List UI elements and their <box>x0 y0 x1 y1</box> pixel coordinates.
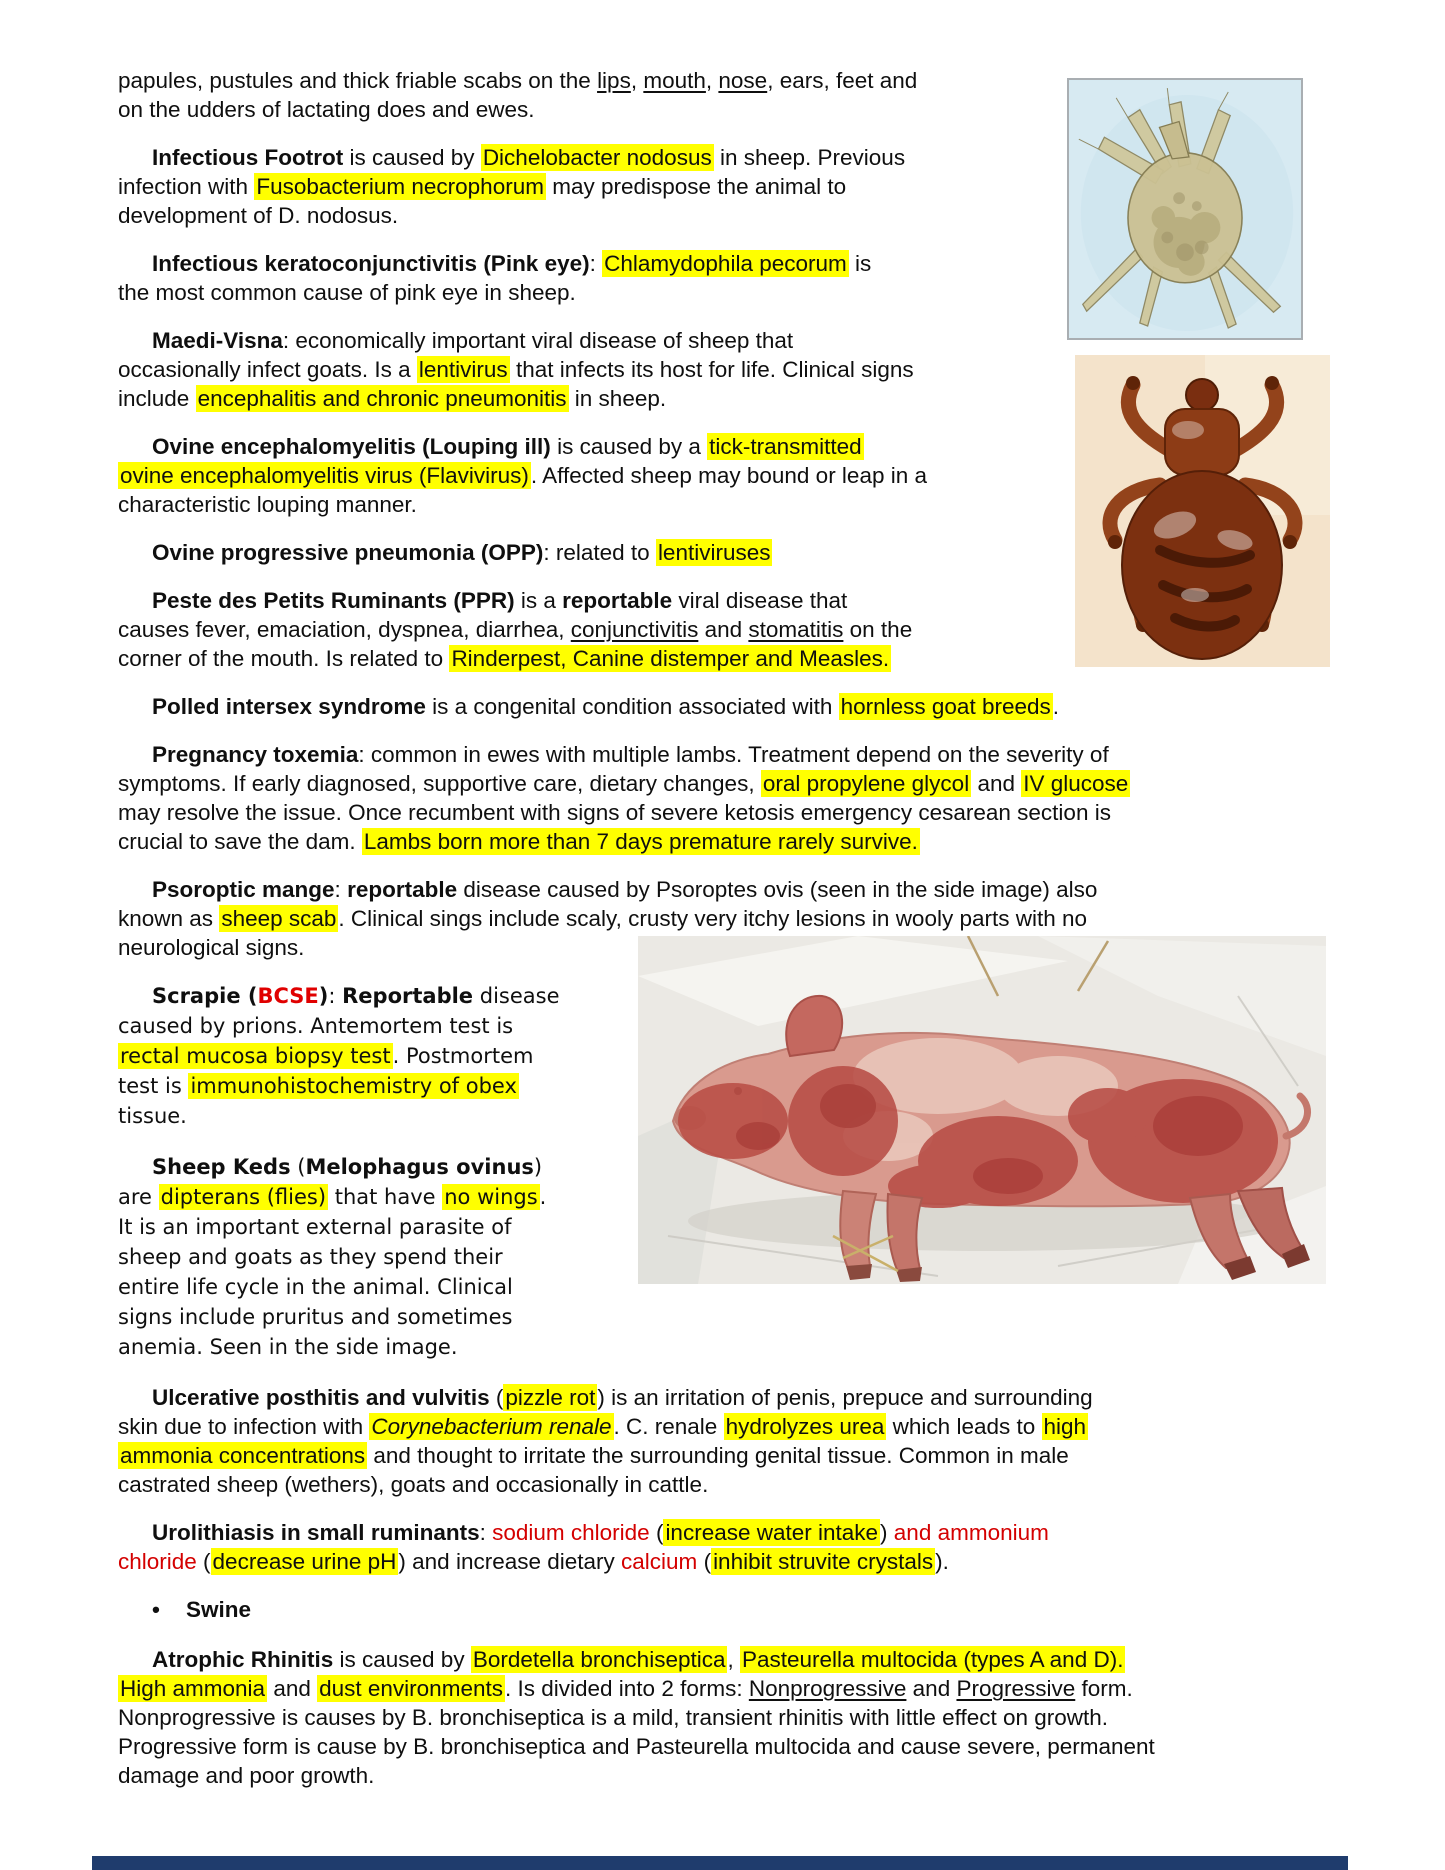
text-run: It is an important external parasite of <box>118 1215 512 1239</box>
text-run: sheep scab <box>221 906 337 931</box>
text-run: papules, pustules and thick friable scabs on the <box>118 68 598 93</box>
text-run: Polled intersex syndrome <box>152 694 426 719</box>
text-run: sodium chloride <box>492 1520 650 1545</box>
text-run: Ovine progressive pneumonia (OPP) <box>152 540 544 565</box>
text-run: that infects its host for life. Clinical signs <box>509 357 914 382</box>
text-run: : <box>328 984 343 1008</box>
text-run: rectal mucosa biopsy test <box>120 1044 391 1068</box>
text-run: high <box>1043 1414 1087 1439</box>
text-run: tick-transmitted <box>709 434 862 459</box>
text-run: : economically important viral disease of sheep that <box>282 328 794 353</box>
text-run: Sheep Keds <box>152 1155 291 1179</box>
text-run: ovine encephalomyelitis virus (Flavivirus) <box>120 463 529 488</box>
text-run: tissue. <box>118 1104 187 1128</box>
text-run: test is <box>118 1074 189 1098</box>
text-run: Bordetella bronchiseptica <box>472 1647 726 1672</box>
text-run: immunohistochemistry of obex <box>190 1074 517 1098</box>
text-run: . Is divided into 2 forms: <box>504 1676 749 1701</box>
text-run: . <box>539 1185 547 1209</box>
text-run: Nonprogressive <box>748 1676 907 1701</box>
text-run: , <box>705 68 719 93</box>
ulcerative-posthitis-paragraph <box>118 1383 1358 1499</box>
text-run: High ammonia <box>120 1676 266 1701</box>
text-run: ammonia concentrations <box>120 1443 366 1468</box>
text-run: no wings <box>444 1185 538 1209</box>
pig-illustration <box>638 936 1326 1284</box>
text-run: ( <box>649 1520 664 1545</box>
scrapie-paragraph <box>118 981 658 1131</box>
text-run: may predispose the animal to <box>545 174 847 199</box>
text-run: symptoms. If early diagnosed, supportive care, dietary changes, <box>118 771 761 796</box>
text-run: mouth <box>643 68 706 93</box>
text-run: are <box>118 1185 159 1209</box>
text-run: occasionally infect goats. Is a <box>118 357 417 382</box>
section-scrapie-keds <box>118 981 1358 1362</box>
text-run: crucial to save the dam. <box>118 829 362 854</box>
text-run: Maedi-Visna <box>152 328 283 353</box>
text-run: . <box>1052 694 1060 719</box>
text-run: ) <box>318 984 329 1008</box>
text-run: hornless goat breeds <box>840 694 1051 719</box>
text-run: Fusobacterium necrophorum <box>256 174 544 199</box>
text-run: reportable <box>562 588 673 613</box>
text-run: Scrapie ( <box>152 984 258 1008</box>
text-run: Infectious Footrot <box>152 145 344 170</box>
text-run: calcium <box>621 1549 698 1574</box>
text-run: is caused by <box>343 145 481 170</box>
text-run: : related to <box>543 540 656 565</box>
text-run: the most common cause of pink eye in sheep. <box>118 280 576 305</box>
text-run: sheep and goats as they spend their <box>118 1245 503 1269</box>
text-run: signs include pruritus and sometimes <box>118 1305 513 1329</box>
text-run: caused by prions. Antemortem test is <box>118 1014 514 1038</box>
text-run: corner of the mouth. Is related to <box>118 646 450 671</box>
text-run: disease caused by Psoroptes ovis (seen in the side image) also <box>457 877 1098 902</box>
footer-divider-bar <box>92 1856 1348 1870</box>
text-run: development of D. nodosus. <box>118 203 399 228</box>
text-run: nose <box>718 68 768 93</box>
text-run: dust environments <box>319 1676 503 1701</box>
text-run: . Clinical sings include scaly, crusty very itchy lesions in wooly parts with no <box>338 906 1088 931</box>
text-run: Melophagus ovinus <box>305 1155 534 1179</box>
text-run: , <box>630 68 644 93</box>
text-run: ) and increase dietary <box>398 1549 622 1574</box>
text-run: dipterans (flies) <box>160 1185 327 1209</box>
text-run: neurological signs. <box>118 935 305 960</box>
document-content <box>118 66 1358 1809</box>
text-run: lentiviruses <box>657 540 771 565</box>
text-run: encephalitis and chronic pneumonitis <box>197 386 567 411</box>
text-run: . Postmortem <box>392 1044 534 1068</box>
text-run: Peste des Petits Ruminants (PPR) <box>152 588 515 613</box>
text-run: ( <box>196 1549 211 1574</box>
text-run: ( <box>290 1155 306 1179</box>
text-run: that have <box>328 1185 443 1209</box>
text-run: Dichelobacter nodosus <box>482 145 712 170</box>
ovine-encephalomyelitis-paragraph <box>118 432 1358 519</box>
text-run: is caused by a <box>550 434 708 459</box>
section-upper <box>118 66 1358 962</box>
text-run: : common in ewes with multiple lambs. Treatment depend on the severity of <box>358 742 1109 767</box>
text-run: . Affected sheep may bound or leap in a <box>530 463 928 488</box>
text-run: conjunctivitis <box>570 617 699 642</box>
text-run: Ulcerative posthitis and vulvitis <box>152 1385 490 1410</box>
text-run: reportable <box>347 877 458 902</box>
text-run: hydrolyzes urea <box>725 1414 885 1439</box>
text-run: form. <box>1075 1676 1133 1701</box>
text-run: Chlamydophila pecorum <box>604 251 847 276</box>
text-run: IV glucose <box>1023 771 1129 796</box>
text-run: and <box>698 617 749 642</box>
text-run: : <box>334 877 348 902</box>
text-run: causes fever, emaciation, dyspnea, diarrhea, <box>118 617 571 642</box>
text-run: entire life cycle in the animal. Clinical <box>118 1275 513 1299</box>
text-run: : <box>589 251 603 276</box>
text-run: in sheep. <box>568 386 667 411</box>
infectious-keratoconjunctivitis-paragraph <box>118 249 1358 307</box>
text-run: Lambs born more than 7 days premature rarely survive. <box>363 829 918 854</box>
text-run: Reportable <box>342 984 474 1008</box>
text-run: may resolve the issue. Once recumbent with signs of severe ketosis emergency cesarean section is <box>118 800 1111 825</box>
text-run: Psoroptic mange <box>152 877 335 902</box>
text-run: skin due to infection with <box>118 1414 370 1439</box>
text-run: ) is an irritation of penis, prepuce and surrounding <box>597 1385 1093 1410</box>
text-run: include <box>118 386 196 411</box>
text-run: characteristic louping manner. <box>118 492 417 517</box>
text-run: Pasteurella multocida (types A and D). <box>742 1647 1124 1672</box>
urolithiasis-paragraph <box>118 1518 1358 1576</box>
text-run: on the <box>843 617 913 642</box>
text-run: Progressive <box>956 1676 1076 1701</box>
text-run: which leads to <box>886 1414 1042 1439</box>
text-run: viral disease that <box>672 588 848 613</box>
text-run: and <box>906 1676 957 1701</box>
text-run: is <box>848 251 872 276</box>
text-run: known as <box>118 906 220 931</box>
text-run: Pregnancy toxemia <box>152 742 359 767</box>
text-run: chloride <box>118 1549 197 1574</box>
text-run: infection with <box>118 174 255 199</box>
text-run: Rinderpest, Canine distemper and Measles. <box>451 646 890 671</box>
text-run: and <box>267 1676 318 1701</box>
text-run: , <box>727 1647 740 1672</box>
text-run: . C. renale <box>613 1414 724 1439</box>
text-run: pizzle rot <box>505 1385 596 1410</box>
text-run: anemia. Seen in the side image. <box>118 1335 458 1359</box>
text-run: damage and poor growth. <box>118 1763 375 1788</box>
text-run: ) <box>880 1520 894 1545</box>
text-run: Ovine encephalomyelitis (Louping ill) <box>152 434 551 459</box>
text-run: ( <box>489 1385 504 1410</box>
text-run: lips <box>597 68 631 93</box>
text-run: Urolithiasis in small ruminants <box>152 1520 480 1545</box>
text-run: , ears, feet and <box>767 68 918 93</box>
text-run: is caused by <box>333 1647 471 1672</box>
text-run: lentivirus <box>418 357 508 382</box>
text-run: : <box>479 1520 493 1545</box>
text-run: increase water intake <box>665 1520 879 1545</box>
maedi-visna-paragraph <box>118 326 1358 413</box>
text-run: and ammonium <box>893 1520 1049 1545</box>
text-run: disease <box>473 984 560 1008</box>
swine-bullet-heading <box>118 1595 1358 1624</box>
text-run: is a <box>514 588 563 613</box>
pig-lesions-image <box>638 936 1326 1284</box>
text-run: ( <box>697 1549 712 1574</box>
text-run: Infectious keratoconjunctivitis (Pink eye) <box>152 251 590 276</box>
text-run: Atrophic Rhinitis <box>152 1647 334 1672</box>
text-run: is a congenital condition associated with <box>425 694 839 719</box>
text-run: ). <box>935 1549 949 1574</box>
text-run: and <box>971 771 1022 796</box>
infectious-footrot-paragraph <box>118 143 1358 230</box>
text-run: Swine <box>186 1597 252 1622</box>
text-run: BCSE <box>257 984 319 1008</box>
text-run: castrated sheep (wethers), goats and occasionally in cattle. <box>118 1472 709 1497</box>
text-run: Progressive form is cause by B. bronchiseptica and Pasteurella multocida and cause severe, permanent <box>118 1734 1155 1759</box>
polled-intersex-syndrome-paragraph <box>118 692 1358 721</box>
papules-scabs-paragraph <box>118 66 1358 124</box>
text-run: ) <box>533 1155 543 1179</box>
text-run: oral propylene glycol <box>762 771 970 796</box>
text-run: decrease urine pH <box>212 1549 397 1574</box>
ovine-progressive-pneumonia-paragraph <box>118 538 1358 567</box>
text-run: • <box>152 1597 160 1622</box>
pregnancy-toxemia-paragraph <box>118 740 1358 856</box>
text-run: stomatitis <box>748 617 844 642</box>
text-run: Corynebacterium renale <box>371 1414 612 1439</box>
text-run: on the udders of lactating does and ewes. <box>118 97 535 122</box>
atrophic-rhinitis-paragraph <box>118 1645 1358 1790</box>
sheep-keds-paragraph <box>118 1152 658 1362</box>
text-run: inhibit struvite crystals <box>713 1549 934 1574</box>
text-run: and thought to irritate the surrounding genital tissue. Common in male <box>367 1443 1069 1468</box>
text-run: Nonprogressive is causes by B. bronchiseptica is a mild, transient rhinitis with little effect on growth. <box>118 1705 1109 1730</box>
text-run: in sheep. Previous <box>713 145 906 170</box>
section-lower <box>118 1383 1358 1790</box>
peste-des-petits-ruminants-paragraph <box>118 586 1358 673</box>
